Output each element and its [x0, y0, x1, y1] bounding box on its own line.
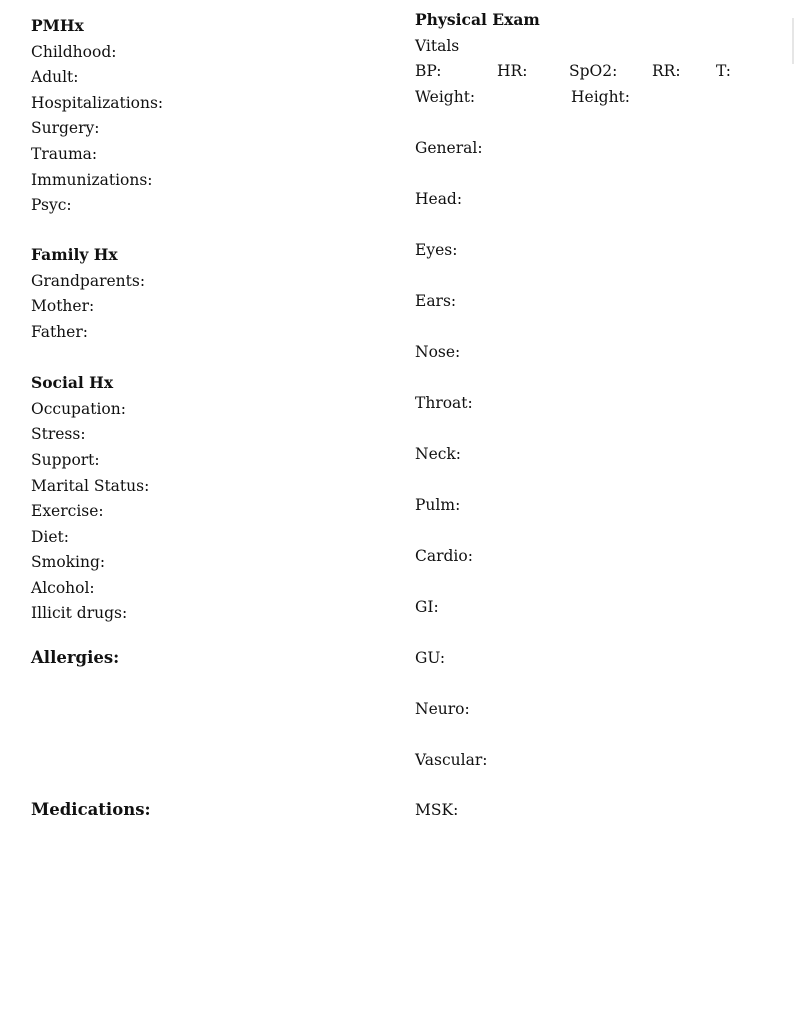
medications-heading: Medications: [31, 800, 151, 819]
family-hx-grandparents-label: Grandparents: [31, 272, 146, 290]
exam-gi-label: GI: [415, 598, 439, 616]
exam-head-label: Head: [415, 190, 463, 208]
vitals-bp-label: BP: [415, 62, 442, 80]
exam-nose-label: Nose: [415, 343, 461, 361]
exam-neck-label: Neck: [415, 445, 462, 463]
vitals-t-label: T: [716, 62, 732, 80]
pmhx-childhood-label: Childhood: [31, 43, 117, 61]
vitals-weight-label: Weight: [415, 88, 476, 106]
vitals-spo2-label: SpO2: [569, 62, 618, 80]
exam-gu-label: GU: [415, 649, 446, 667]
social-hx-diet-label: Diet: [31, 528, 70, 546]
family-hx-mother-label: Mother: [31, 297, 95, 315]
exam-general-label: General: [415, 139, 483, 157]
pmhx-adult-label: Adult: [31, 68, 79, 86]
social-hx-marital-status-label: Marital Status: [31, 477, 150, 495]
pmhx-trauma-label: Trauma: [31, 145, 98, 163]
exam-throat-label: Throat: [415, 394, 473, 412]
pmhx-heading: PMHx [31, 16, 84, 35]
pmhx-surgery-label: Surgery: [31, 119, 100, 137]
social-hx-illicit-drugs-label: Illicit drugs: [31, 604, 128, 622]
exam-eyes-label: Eyes: [415, 241, 458, 259]
exam-cardio-label: Cardio: [415, 547, 473, 565]
family-hx-heading: Family Hx [31, 245, 118, 264]
social-hx-support-label: Support: [31, 451, 100, 469]
exam-neuro-label: Neuro: [415, 700, 470, 718]
pmhx-immunizations-label: Immunizations: [31, 171, 153, 189]
exam-vascular-label: Vascular: [415, 751, 488, 769]
vitals-hr-label: HR: [497, 62, 528, 80]
exam-pulm-label: Pulm: [415, 496, 461, 514]
social-hx-smoking-label: Smoking: [31, 553, 106, 571]
family-hx-father-label: Father: [31, 323, 88, 341]
pmhx-hospitalizations-label: Hospitalizations: [31, 94, 164, 112]
social-hx-stress-label: Stress: [31, 425, 86, 443]
allergies-heading: Allergies: [31, 648, 120, 667]
vitals-label: Vitals [415, 37, 460, 55]
pmhx-psyc-label: Psyc: [31, 196, 72, 214]
vitals-rr-label: RR: [652, 62, 681, 80]
physical-exam-heading: Physical Exam [415, 10, 540, 29]
exam-ears-label: Ears: [415, 292, 457, 310]
social-hx-occupation-label: Occupation: [31, 400, 126, 418]
social-hx-heading: Social Hx [31, 373, 114, 392]
social-hx-alcohol-label: Alcohol: [31, 579, 95, 597]
social-hx-exercise-label: Exercise: [31, 502, 104, 520]
exam-msk-label: MSK: [415, 801, 459, 819]
vitals-height-label: Height: [571, 88, 631, 106]
